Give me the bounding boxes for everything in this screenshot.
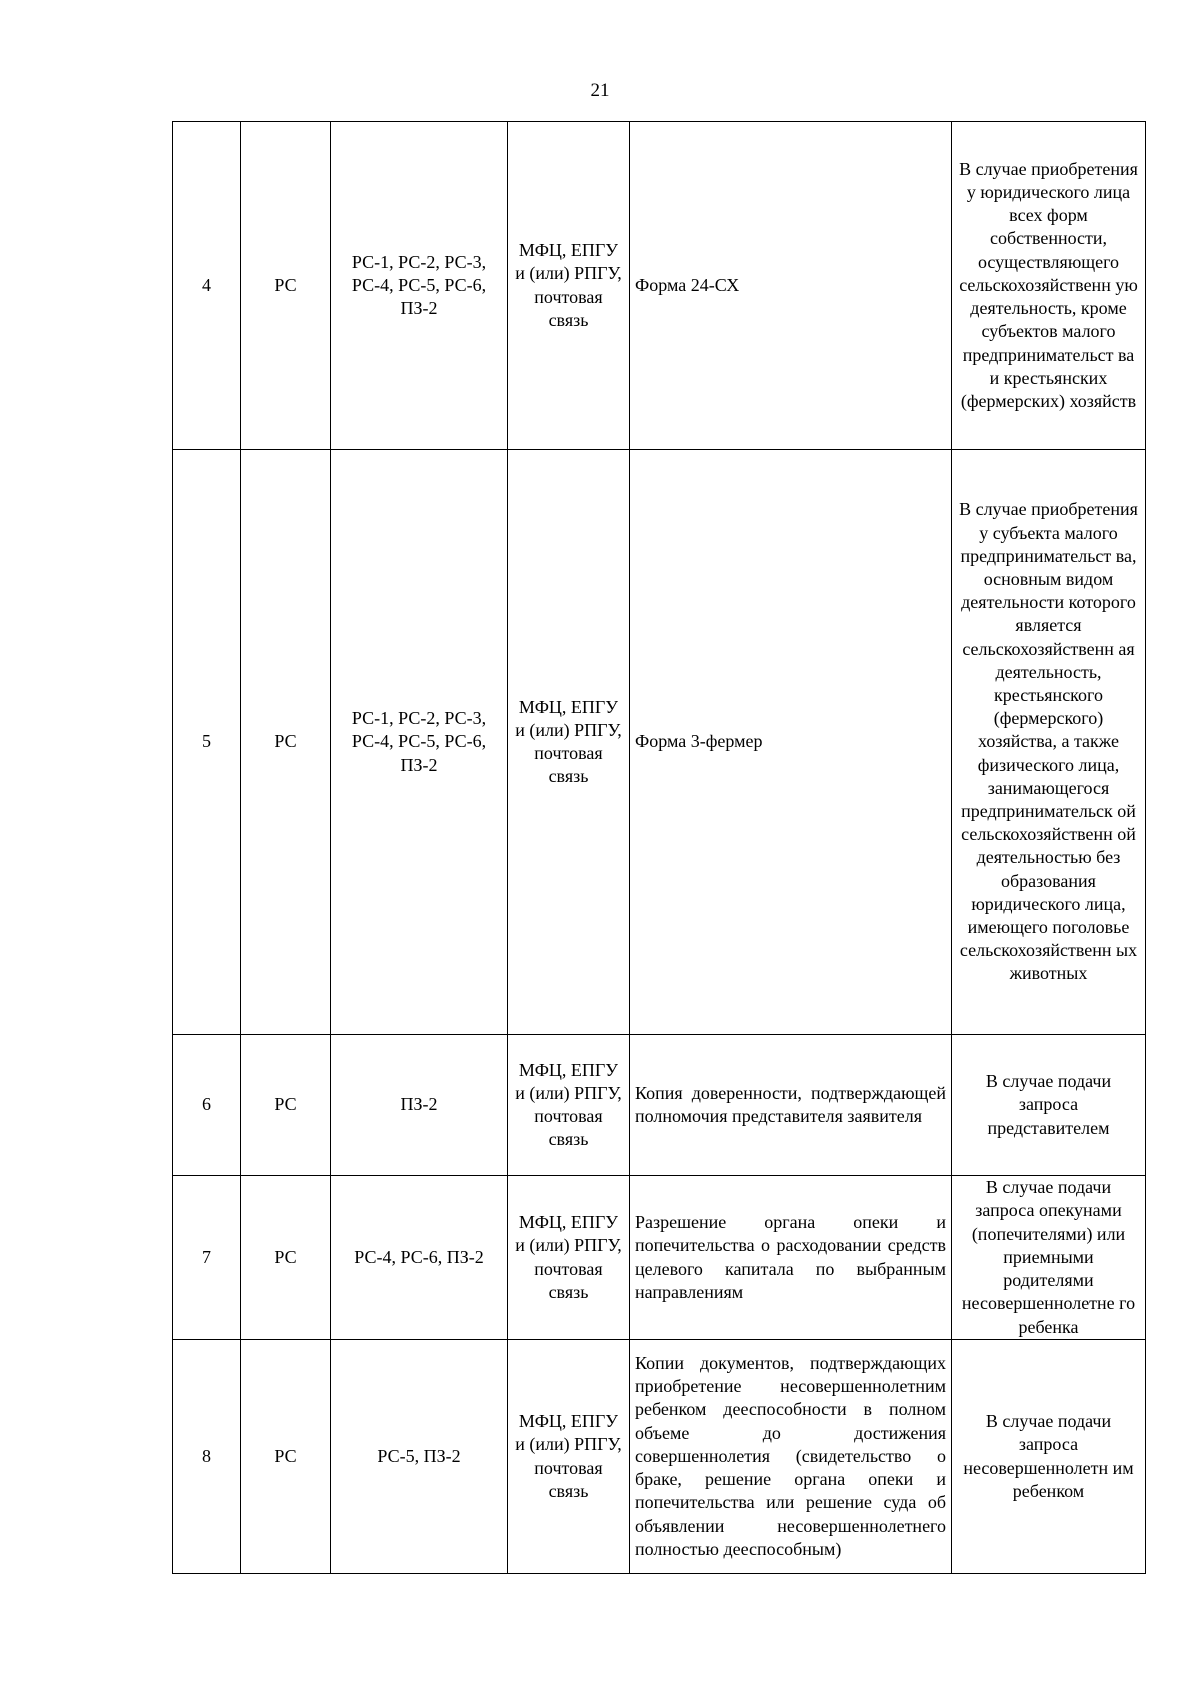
submission-channels: МФЦ, ЕПГУ и (или) РПГУ, почтовая связь bbox=[508, 122, 630, 450]
document-code: РС bbox=[241, 1035, 331, 1176]
document-name: Разрешение органа опеки и попечительства о расходовании средств целевого капитала по выбранным направлениям bbox=[630, 1176, 952, 1340]
document-code: РС bbox=[241, 450, 331, 1035]
table-row bbox=[173, 1035, 1146, 1176]
document-name: Копии документов, подтверждающих приобретение несовершеннолетним ребенком дееспособности в полном объеме до достижения совершеннолетия (свидетельство о браке, решение органа опеки и попечительства или решение суда об объявлении несовершеннолетнего полностью дееспособным) bbox=[630, 1340, 952, 1574]
related-documents: РС-1, РС-2, РС-3, РС-4, РС-5, РС-6, ПЗ-2 bbox=[331, 450, 508, 1035]
row-number: 5 bbox=[173, 450, 241, 1035]
document-note: В случае приобретения у субъекта малого предпринимательст ва, основным видом деятельности которого является сельскохозяйственн ая деятельность, крестьянского (фермерского) хозяйства, а также физического лица, занимающегося предпринимательск ой сельскохозяйственн ой деятельностью без образования юридического лица, имеющего поголовье сельскохозяйственн ых животных bbox=[952, 450, 1146, 1035]
documents-table bbox=[172, 121, 1146, 1574]
related-documents: РС-5, ПЗ-2 bbox=[331, 1340, 508, 1574]
document-code: РС bbox=[241, 1340, 331, 1574]
table-row bbox=[173, 450, 1146, 1035]
table-row bbox=[173, 1340, 1146, 1574]
document-name: Форма 3-фермер bbox=[630, 450, 952, 1035]
document-code: РС bbox=[241, 122, 331, 450]
related-documents: РС-4, РС-6, ПЗ-2 bbox=[331, 1176, 508, 1340]
row-number: 4 bbox=[173, 122, 241, 450]
document-note: В случае подачи запроса представителем bbox=[952, 1035, 1146, 1176]
document-name: Форма 24-СХ bbox=[630, 122, 952, 450]
row-number: 7 bbox=[173, 1176, 241, 1340]
document-name: Копия доверенности, подтверждающей полномочия представителя заявителя bbox=[630, 1035, 952, 1176]
document-note: В случае подачи запроса несовершеннолетн им ребенком bbox=[952, 1340, 1146, 1574]
related-documents: ПЗ-2 bbox=[331, 1035, 508, 1176]
row-number: 6 bbox=[173, 1035, 241, 1176]
document-code: РС bbox=[241, 1176, 331, 1340]
document-note: В случае приобретения у юридического лица всех форм собственности, осуществляющего сельскохозяйственн ую деятельность, кроме субъектов малого предпринимательст ва и крестьянских (фермерских) хозяйств bbox=[952, 122, 1146, 450]
submission-channels: МФЦ, ЕПГУ и (или) РПГУ, почтовая связь bbox=[508, 1176, 630, 1340]
document-note: В случае подачи запроса опекунами (попечителями) или приемными родителями несовершеннолетне го ребенка bbox=[952, 1176, 1146, 1340]
submission-channels: МФЦ, ЕПГУ и (или) РПГУ, почтовая связь bbox=[508, 1340, 630, 1574]
row-number: 8 bbox=[173, 1340, 241, 1574]
submission-channels: МФЦ, ЕПГУ и (или) РПГУ, почтовая связь bbox=[508, 1035, 630, 1176]
table-row bbox=[173, 122, 1146, 450]
submission-channels: МФЦ, ЕПГУ и (или) РПГУ, почтовая связь bbox=[508, 450, 630, 1035]
related-documents: РС-1, РС-2, РС-3, РС-4, РС-5, РС-6, ПЗ-2 bbox=[331, 122, 508, 450]
table-row bbox=[173, 1176, 1146, 1340]
page-number: 21 bbox=[590, 80, 610, 101]
